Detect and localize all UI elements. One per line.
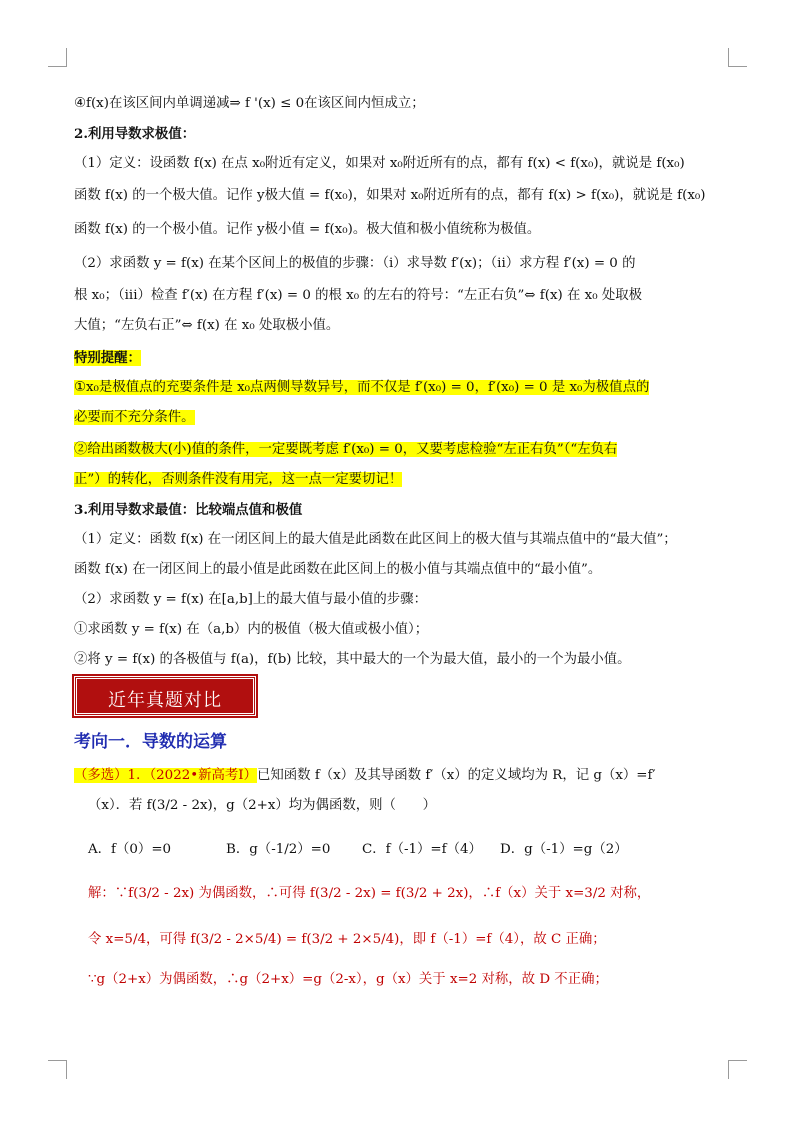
line-4: 函数 f(x) 的一个极大值。记作 y极大值 = f(x₀)，如果对 x₀附近所有的点，都有 f(x) > f(x₀)，就说是 f(x₀) [74,188,706,203]
line-19: ②将 y = f(x) 的各极值与 f(a)，f(b) 比较，其中最大的一个为最大值，最小的一个为最小值。 [74,652,631,667]
problem-tag: （多选）1．（2022•新高考Ⅰ） [74,768,257,783]
reminder-1-line-1: ①x₀是极值点的充要条件是 x₀点两侧导数异号，而不仅是 f′(x₀) = 0，f′(x₀) = 0 是 x₀为极值点的 [74,380,650,395]
line-5: 函数 f(x) 的一个极小值。记作 y极小值 = f(x₀)。极大值和极小值统称为极值。 [74,222,541,237]
line-8: 大值；“左负右正”⇔ f(x) 在 x₀ 处取极小值。 [74,318,340,333]
section-banner [74,676,256,716]
section-2-title: 2.利用导数求极值： [74,126,196,142]
problem-stem-line-1 [74,766,656,786]
solution-line-2: 令 x=5/4，可得 f(3/2 - 2×5/4) = f(3/2 + 2×5/4)，即 f（-1）=f（4），故 C 正确； [88,932,606,947]
line-6: （2）求函数 y = f(x) 在某个区间上的极值的步骤：（i）求导数 f′(x)；（ii）求方程 f′(x) = 0 的 [74,256,636,271]
solution-line-3: ∵g（2+x）为偶函数，∴g（2+x）=g（2-x），g（x）关于 x=2 对称，故 D 不正确； [88,972,608,987]
reminder-2-line-1: ②给出函数极大(小)值的条件，一定要既考虑 f′(x₀) = 0，又要考虑检验“左正右负”（“左负右 [74,442,618,457]
option-a: A．f（0）=0 [88,842,172,857]
option-c: C．f（-1）=f（4） [362,842,482,857]
option-b: B．g（-1/2）=0 [226,842,331,857]
topic-heading: 考向一．导数的运算 [74,732,227,752]
reminder-2-line-2: 正”）的转化，否则条件没有用完，这一点一定要切记！ [74,472,403,487]
line-15: （1）定义：函数 f(x) 在一闭区间上的最大值是此函数在此区间上的极大值与其端点值中的“最大值”； [74,532,677,547]
line-16: 函数 f(x) 在一闭区间上的最小值是此函数在此区间上的极小值与其端点值中的“最小值”。 [74,562,602,577]
line-17: （2）求函数 y = f(x) 在[a,b]上的最大值与最小值的步骤： [74,592,427,607]
special-reminder-title: 特别提醒： [74,350,141,366]
problem-stem-text: 已知函数 f（x）及其导函数 f′（x）的定义域均为 R，记 g（x）=f′ [257,768,656,783]
solution-line-1: 解：∵f(3/2 - 2x) 为偶函数，∴可得 f(3/2 - 2x) = f(3/2 + 2x)，∴f（x）关于 x=3/2 对称， [88,886,651,901]
line-1: ④f(x)在该区间内单调递减⇒ f '(x) ≤ 0在该区间内恒成立； [74,96,425,111]
crop-mark-top-right [728,48,747,67]
line-3: （1）定义：设函数 f(x) 在点 x₀附近有定义，如果对 x₀附近所有的点，都有 f(x) < f(x₀)，就说是 f(x₀) [74,156,685,171]
crop-mark-bottom-right [728,1060,747,1079]
crop-mark-top-left [48,48,67,67]
option-d: D．g（-1）=g（2） [500,842,628,857]
section-3-title: 3.利用导数求最值：比较端点值和极值 [74,502,303,518]
problem-stem-line-2: （x）．若 f(3/2 - 2x)，g（2+x）均为偶函数，则（ ） [88,798,437,813]
banner-title: 近年真题对比 [108,690,222,711]
reminder-1-line-2: 必要而不充分条件。 [74,410,195,425]
crop-mark-bottom-left [48,1060,67,1079]
line-7: 根 x₀；（iii）检查 f′(x) 在方程 f′(x) = 0 的根 x₀ 的左右的符号：“左正右负”⇔ f(x) 在 x₀ 处取极 [74,288,642,303]
line-18: ①求函数 y = f(x) 在（a,b）内的极值（极大值或极小值）； [74,622,429,637]
